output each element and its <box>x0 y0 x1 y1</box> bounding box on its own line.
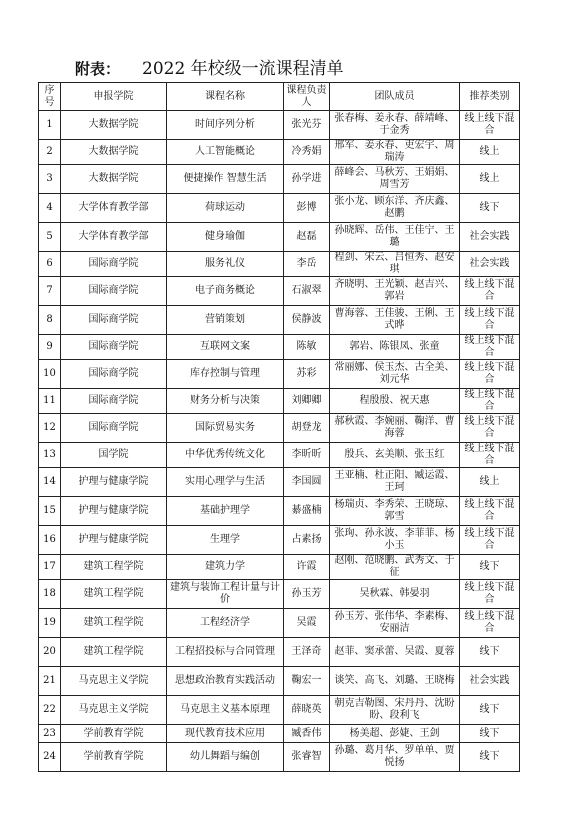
cell-course: 建筑力学 <box>167 555 284 580</box>
cell-team: 孙璐、葛月华、罗单单、贾悦扬 <box>330 743 460 772</box>
cell-team: 常丽娜、侯玉杰、古全美、刘元华 <box>330 360 460 389</box>
cell-course: 电子商务概论 <box>167 277 284 306</box>
cell-type: 线上 <box>460 140 520 165</box>
cell-leader: 许霞 <box>284 555 330 580</box>
header-college: 申报学院 <box>61 83 167 111</box>
cell-college: 建筑工程学院 <box>61 555 167 580</box>
cell-college: 马克思主义学院 <box>61 667 167 696</box>
cell-course: 现代教育技术应用 <box>167 725 284 743</box>
cell-leader: 张光芬 <box>284 111 330 140</box>
cell-type: 线上线下混合 <box>460 111 520 140</box>
cell-type: 线下 <box>460 194 520 223</box>
cell-college: 护理与健康学院 <box>61 468 167 497</box>
cell-team: 杨瑞贞、李秀荣、王晓琼、郭雪 <box>330 497 460 526</box>
header-no: 序号 <box>39 83 61 111</box>
cell-type: 线上线下混合 <box>460 443 520 468</box>
cell-team: 张珣、孙永波、李菲菲、杨小玉 <box>330 526 460 555</box>
cell-no: 7 <box>39 277 61 306</box>
cell-type: 线上线下混合 <box>460 335 520 360</box>
cell-leader: 鞠宏一 <box>284 667 330 696</box>
cell-team: 赵菲、窦承蕾、吴霞、夏蓉 <box>330 638 460 667</box>
table-row <box>39 725 520 743</box>
cell-college: 国学院 <box>61 443 167 468</box>
title-prefix: 附表： <box>75 60 121 78</box>
cell-course: 实用心理学与生活 <box>167 468 284 497</box>
cell-course: 生理学 <box>167 526 284 555</box>
cell-leader: 张睿智 <box>284 743 330 772</box>
cell-team: 郝秋霞、李婉丽、鞠洋、曹海蓉 <box>330 414 460 443</box>
cell-team: 张春梅、姜永春、薛靖峰、于金秀 <box>330 111 460 140</box>
cell-leader: 綦盛楠 <box>284 497 330 526</box>
cell-course: 互联网文案 <box>167 335 284 360</box>
cell-no: 14 <box>39 468 61 497</box>
table-body <box>39 111 520 772</box>
cell-college: 学前教育学院 <box>61 725 167 743</box>
cell-team: 杨美超、彭婕、王剑 <box>330 725 460 743</box>
cell-college: 大数据学院 <box>61 140 167 165</box>
cell-team: 张小龙、顾东洋、齐庆鑫、赵鹏 <box>330 194 460 223</box>
table-row <box>39 414 520 443</box>
title-text: 2022 年校级一流课程清单 <box>142 59 344 79</box>
cell-college: 大数据学院 <box>61 165 167 194</box>
table-row <box>39 696 520 725</box>
cell-no: 3 <box>39 165 61 194</box>
cell-leader: 胡登龙 <box>284 414 330 443</box>
cell-no: 15 <box>39 497 61 526</box>
table-row <box>39 111 520 140</box>
cell-course: 思想政治教育实践活动 <box>167 667 284 696</box>
cell-college: 国际商学院 <box>61 252 167 277</box>
cell-college: 大学体育教学部 <box>61 223 167 252</box>
cell-team: 邢军、姜永春、吏宏宇、周瑞涛 <box>330 140 460 165</box>
cell-no: 24 <box>39 743 61 772</box>
cell-team: 朝克吉勒图、宋丹丹、沈盼盼、段利飞 <box>330 696 460 725</box>
cell-type: 线下 <box>460 743 520 772</box>
cell-course: 营销策划 <box>167 306 284 335</box>
cell-leader: 孙学进 <box>284 165 330 194</box>
cell-college: 国际商学院 <box>61 306 167 335</box>
cell-college: 大学体育教学部 <box>61 194 167 223</box>
cell-college: 国际商学院 <box>61 360 167 389</box>
cell-no: 17 <box>39 555 61 580</box>
table-row <box>39 443 520 468</box>
cell-no: 23 <box>39 725 61 743</box>
cell-type: 线上线下混合 <box>460 277 520 306</box>
cell-leader: 薛晓英 <box>284 696 330 725</box>
cell-leader: 陈敏 <box>284 335 330 360</box>
cell-type: 线下 <box>460 725 520 743</box>
cell-leader: 苏彩 <box>284 360 330 389</box>
cell-team: 程剑、宋云、吕恒秀、赵安琪 <box>330 252 460 277</box>
cell-no: 6 <box>39 252 61 277</box>
cell-no: 9 <box>39 335 61 360</box>
table-row <box>39 555 520 580</box>
cell-college: 建筑工程学院 <box>61 638 167 667</box>
cell-no: 19 <box>39 609 61 638</box>
cell-course: 工程招投标与合同管理 <box>167 638 284 667</box>
cell-no: 22 <box>39 696 61 725</box>
cell-team: 殷兵、玄美顺、张玉红 <box>330 443 460 468</box>
cell-no: 2 <box>39 140 61 165</box>
table-header-row <box>39 83 520 111</box>
cell-course: 幼儿舞蹈与编创 <box>167 743 284 772</box>
cell-no: 8 <box>39 306 61 335</box>
cell-no: 18 <box>39 580 61 609</box>
cell-team: 薛峰会、马秋芳、王娟娟、周雪芳 <box>330 165 460 194</box>
cell-leader: 占素扬 <box>284 526 330 555</box>
cell-course: 马克思主义基本原理 <box>167 696 284 725</box>
cell-course: 建筑与装饰工程计量与计价 <box>167 580 284 609</box>
cell-no: 1 <box>39 111 61 140</box>
cell-course: 健身瑜伽 <box>167 223 284 252</box>
cell-course: 财务分析与决策 <box>167 389 284 414</box>
table-row <box>39 580 520 609</box>
cell-team: 郭岩、陈银凤、张童 <box>330 335 460 360</box>
cell-college: 护理与健康学院 <box>61 497 167 526</box>
cell-type: 线上 <box>460 165 520 194</box>
cell-no: 10 <box>39 360 61 389</box>
cell-type: 线上线下混合 <box>460 580 520 609</box>
cell-type: 线上线下混合 <box>460 497 520 526</box>
cell-college: 大数据学院 <box>61 111 167 140</box>
cell-leader: 冷秀娟 <box>284 140 330 165</box>
cell-team: 曹海蓉、王佳骏、王俐、王式晔 <box>330 306 460 335</box>
cell-type: 社会实践 <box>460 252 520 277</box>
cell-type: 线上 <box>460 468 520 497</box>
table-row <box>39 667 520 696</box>
header-team: 团队成员 <box>330 83 460 111</box>
cell-leader: 李国圆 <box>284 468 330 497</box>
cell-type: 线上线下混合 <box>460 526 520 555</box>
cell-team: 赵刚、范晓鹏、武秀文、于征 <box>330 555 460 580</box>
table-row <box>39 468 520 497</box>
cell-course: 荷球运动 <box>167 194 284 223</box>
header-type: 推荐类别 <box>460 83 520 111</box>
cell-no: 5 <box>39 223 61 252</box>
cell-leader: 孙玉芳 <box>284 580 330 609</box>
cell-course: 中华优秀传统文化 <box>167 443 284 468</box>
cell-no: 21 <box>39 667 61 696</box>
cell-type: 线上线下混合 <box>460 609 520 638</box>
cell-type: 社会实践 <box>460 667 520 696</box>
cell-course: 人工智能概论 <box>167 140 284 165</box>
cell-college: 护理与健康学院 <box>61 526 167 555</box>
cell-team: 孙晓辉、岳伟、王佳宁、王璐 <box>330 223 460 252</box>
cell-leader: 石淑翠 <box>284 277 330 306</box>
cell-college: 国际商学院 <box>61 389 167 414</box>
cell-leader: 吴霞 <box>284 609 330 638</box>
cell-type: 线上线下混合 <box>460 306 520 335</box>
table-row <box>39 165 520 194</box>
table-row <box>39 743 520 772</box>
table-row <box>39 389 520 414</box>
table-row <box>39 638 520 667</box>
cell-type: 线上线下混合 <box>460 360 520 389</box>
cell-no: 4 <box>39 194 61 223</box>
cell-team: 谈笑、高飞、刘璐、王晓梅 <box>330 667 460 696</box>
cell-no: 16 <box>39 526 61 555</box>
cell-course: 库存控制与管理 <box>167 360 284 389</box>
cell-team: 孙玉芳、张伟华、李素梅、安丽洁 <box>330 609 460 638</box>
cell-team: 王亚楠、杜正阳、臧运霞、王珂 <box>330 468 460 497</box>
cell-no: 13 <box>39 443 61 468</box>
course-list-table <box>38 82 520 772</box>
table-row <box>39 335 520 360</box>
cell-course: 时间序列分析 <box>167 111 284 140</box>
cell-type: 线上线下混合 <box>460 414 520 443</box>
cell-type: 线下 <box>460 555 520 580</box>
cell-type: 社会实践 <box>460 223 520 252</box>
table-row <box>39 526 520 555</box>
table-row <box>39 194 520 223</box>
cell-team: 程殷殷、祝天惠 <box>330 389 460 414</box>
cell-type: 线下 <box>460 696 520 725</box>
cell-leader: 赵磊 <box>284 223 330 252</box>
cell-course: 便捷操作 智慧生活 <box>167 165 284 194</box>
table-row <box>39 497 520 526</box>
cell-college: 建筑工程学院 <box>61 580 167 609</box>
cell-college: 国际商学院 <box>61 335 167 360</box>
cell-leader: 李昕昕 <box>284 443 330 468</box>
cell-type: 线下 <box>460 638 520 667</box>
table-row <box>39 223 520 252</box>
cell-college: 建筑工程学院 <box>61 609 167 638</box>
table-row <box>39 277 520 306</box>
table-row <box>39 252 520 277</box>
header-course: 课程名称 <box>167 83 284 111</box>
cell-no: 11 <box>39 389 61 414</box>
cell-course: 基础护理学 <box>167 497 284 526</box>
cell-college: 学前教育学院 <box>61 743 167 772</box>
table-row <box>39 140 520 165</box>
cell-leader: 侯静波 <box>284 306 330 335</box>
cell-leader: 李岳 <box>284 252 330 277</box>
cell-course: 国际贸易实务 <box>167 414 284 443</box>
cell-no: 12 <box>39 414 61 443</box>
page-title <box>75 56 344 82</box>
cell-college: 马克思主义学院 <box>61 696 167 725</box>
cell-college: 国际商学院 <box>61 414 167 443</box>
cell-team: 吴秋霖、韩晏羽 <box>330 580 460 609</box>
cell-course: 工程经济学 <box>167 609 284 638</box>
cell-no: 20 <box>39 638 61 667</box>
cell-course: 服务礼仪 <box>167 252 284 277</box>
cell-leader: 臧香伟 <box>284 725 330 743</box>
table-row <box>39 306 520 335</box>
cell-leader: 刘卿卿 <box>284 389 330 414</box>
cell-type: 线上线下混合 <box>460 389 520 414</box>
cell-team: 齐晓明、王光颖、赵吉兴、郭岩 <box>330 277 460 306</box>
header-leader: 课程负责人 <box>284 83 330 111</box>
table-row <box>39 609 520 638</box>
cell-leader: 王泽奇 <box>284 638 330 667</box>
cell-college: 国际商学院 <box>61 277 167 306</box>
table-row <box>39 360 520 389</box>
cell-leader: 彭博 <box>284 194 330 223</box>
